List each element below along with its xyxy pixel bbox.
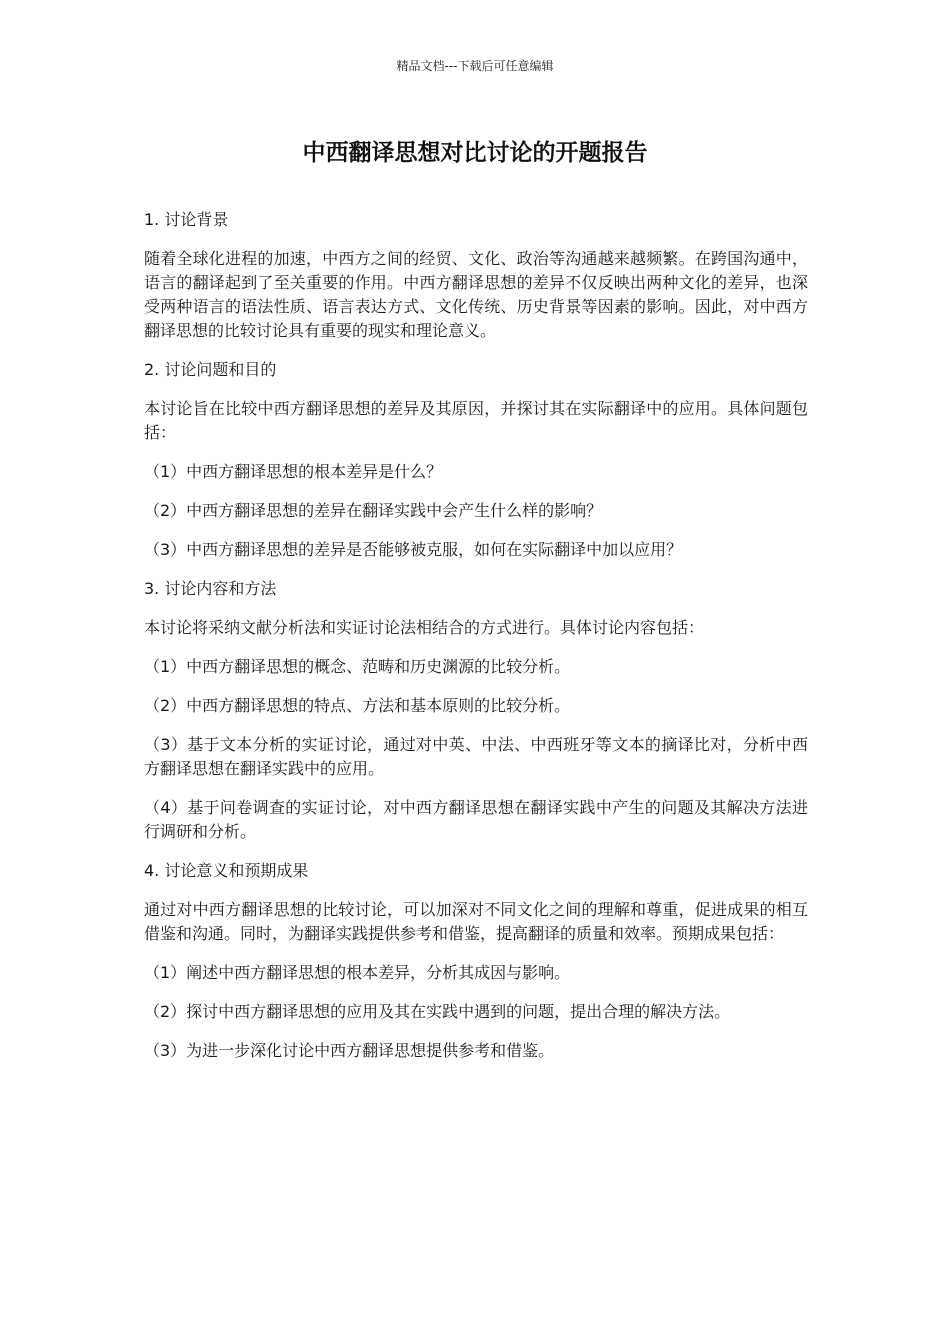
question-item: （2）中西方翻译思想的差异在翻译实践中会产生什么样的影响？ — [144, 501, 603, 520]
question-item: （1）中西方翻译思想的根本差异是什么？ — [144, 462, 443, 481]
document-body — [144, 208, 808, 1078]
question-item: （3）中西方翻译思想的差异是否能够被克服，如何在实际翻译中加以应用？ — [144, 540, 683, 559]
section-heading-significance: 4. 讨论意义和预期成果 — [144, 861, 309, 880]
significance-paragraph: 通过对中西方翻译思想的比较讨论，可以加深对不同文化之间的理解和尊重，促进成果的相互借鉴和沟通。同时，为翻译实践提供参考和借鉴，提高翻译的质量和效率。预期成果包括： — [144, 900, 808, 943]
method-item: （4）基于问卷调查的实证讨论，对中西方翻译思想在翻译实践中产生的问题及其解决方法进行调研和分析。 — [144, 798, 808, 841]
methods-intro: 本讨论将采纳文献分析法和实证讨论法相结合的方式进行。具体讨论内容包括： — [144, 618, 705, 637]
section-heading-methods: 3. 讨论内容和方法 — [144, 579, 277, 598]
outcome-item: （3）为进一步深化讨论中西方翻译思想提供参考和借鉴。 — [144, 1041, 555, 1060]
method-item: （3）基于文本分析的实证讨论，通过对中英、中法、中西班牙等文本的摘译比对，分析中西方翻译思想在翻译实践中的应用。 — [144, 735, 808, 778]
header-note: 精品文档---下载后可任意编辑 — [396, 59, 554, 73]
method-item: （1）中西方翻译思想的概念、范畴和历史渊源的比较分析。 — [144, 657, 571, 676]
section-heading-questions: 2. 讨论问题和目的 — [144, 360, 277, 379]
questions-intro: 本讨论旨在比较中西方翻译思想的差异及其原因，并探讨其在实际翻译中的应用。具体问题包括： — [144, 399, 808, 442]
background-paragraph: 随着全球化进程的加速，中西方之间的经贸、文化、政治等沟通越来越频繁。在跨国沟通中，语言的翻译起到了至关重要的作用。中西方翻译思想的差异不仅反映出两种文化的差异，也深受两种语言的语法性质、语言表达方式、文化传统、历史背景等因素的影响。因此，对中西方翻译思想的比较讨论具有重要的现实和理论意义。 — [144, 249, 808, 340]
outcome-item: （2）探讨中西方翻译思想的应用及其在实践中遇到的问题，提出合理的解决方法。 — [144, 1002, 731, 1021]
method-item: （2）中西方翻译思想的特点、方法和基本原则的比较分析。 — [144, 696, 571, 715]
section-heading-background: 1. 讨论背景 — [144, 210, 229, 229]
document-title: 中西翻译思想对比讨论的开题报告 — [302, 140, 648, 166]
outcome-item: （1）阐述中西方翻译思想的根本差异，分析其成因与影响。 — [144, 963, 571, 982]
